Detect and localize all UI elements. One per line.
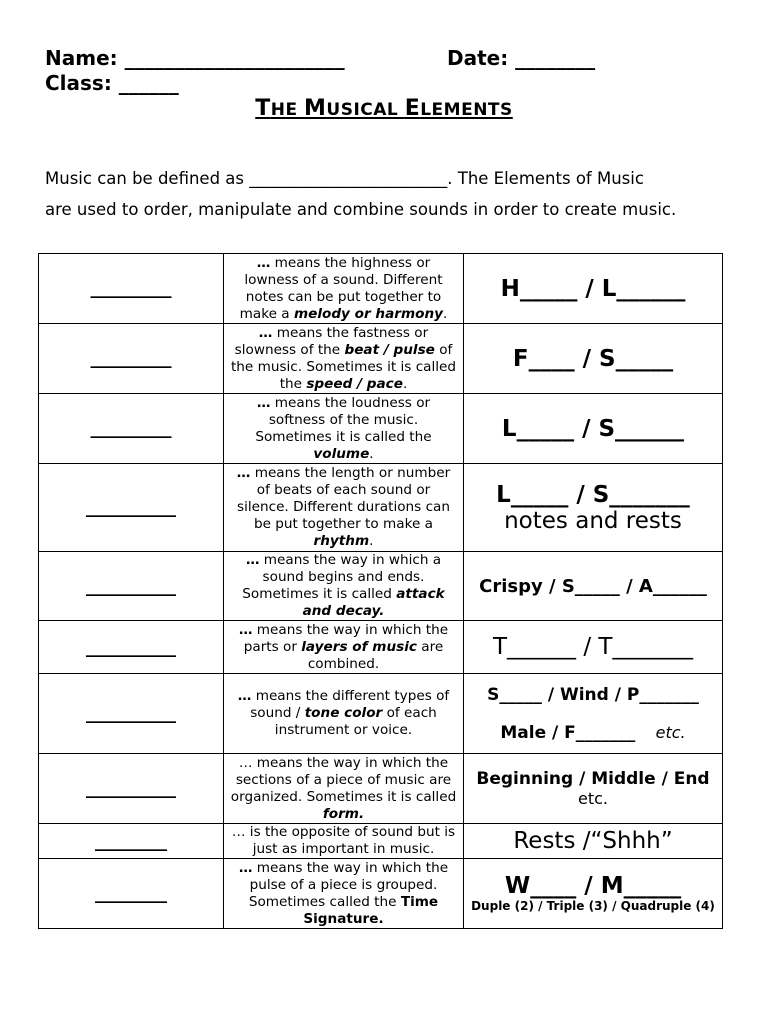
- element-blank: __________: [39, 621, 224, 674]
- element-answer: S_____ / Wind / P_______ Male / F_______ etc.: [464, 674, 723, 754]
- element-blank: __________: [39, 754, 224, 824]
- element-description: … means the different types of sound / tone color of each instrument or voice.: [224, 674, 464, 754]
- name-field-label: Name: ______________________: [45, 46, 345, 70]
- table-row: [39, 394, 723, 464]
- element-answer: L_____ / S______: [464, 394, 723, 464]
- element-answer: Beginning / Middle / End etc.: [464, 754, 723, 824]
- element-description: … means the way in which a sound begins and ends. Sometimes it is called attack and decay.: [224, 552, 464, 621]
- page-title: THE MUSICAL ELEMENTS: [255, 96, 513, 121]
- table-row: [39, 754, 723, 824]
- table-row: [39, 824, 723, 859]
- element-blank: ________: [39, 824, 224, 859]
- table-row: [39, 674, 723, 754]
- element-description: … means the way in which the parts or layers of music are combined.: [224, 621, 464, 674]
- element-answer: Crispy / S_____ / A______: [464, 552, 723, 621]
- intro-line-1: Music can be defined as ________________________. The Elements of Music: [45, 169, 644, 188]
- element-answer: L_____ / S_______ notes and rests: [464, 464, 723, 552]
- element-blank: __________: [39, 464, 224, 552]
- element-blank: _________: [39, 324, 224, 394]
- element-description: … means the way in which the sections of a piece of music are organized. Sometimes it is called form.: [224, 754, 464, 824]
- table-row: [39, 254, 723, 324]
- element-blank: ________: [39, 859, 224, 929]
- table-row: [39, 464, 723, 552]
- element-description: … means the loudness or softness of the music. Sometimes it is called the volume.: [224, 394, 464, 464]
- element-answer: W____ / M_____ Duple (2) / Triple (3) / Quadruple (4): [464, 859, 723, 929]
- element-description: … means the highness or lowness of a sound. Different notes can be put together to make a melody or harmony.: [224, 254, 464, 324]
- table-row: [39, 324, 723, 394]
- element-blank: _________: [39, 254, 224, 324]
- element-description: … means the fastness or slowness of the beat / pulse of the music. Sometimes it is called the speed / pace.: [224, 324, 464, 394]
- element-blank: _________: [39, 394, 224, 464]
- element-blank: __________: [39, 552, 224, 621]
- element-description: … is the opposite of sound but is just as important in music.: [224, 824, 464, 859]
- intro-line-2: are used to order, manipulate and combine sounds in order to create music.: [45, 200, 677, 219]
- table-row: [39, 621, 723, 674]
- element-description: … means the way in which the pulse of a piece is grouped. Sometimes called the Time Signature.: [224, 859, 464, 929]
- element-answer: H_____ / L______: [464, 254, 723, 324]
- element-answer: Rests /“Shhh”: [464, 824, 723, 859]
- class-field-label: Class: ______: [45, 71, 179, 95]
- element-answer: T______ / T_______: [464, 621, 723, 674]
- element-description: … means the length or number of beats of each sound or silence. Different durations can be put together to make a rhythm.: [224, 464, 464, 552]
- table-row: [39, 859, 723, 929]
- element-answer: F____ / S_____: [464, 324, 723, 394]
- elements-table: [38, 253, 723, 929]
- table-row: [39, 552, 723, 621]
- date-field-label: Date: ________: [447, 46, 596, 70]
- element-blank: __________: [39, 674, 224, 754]
